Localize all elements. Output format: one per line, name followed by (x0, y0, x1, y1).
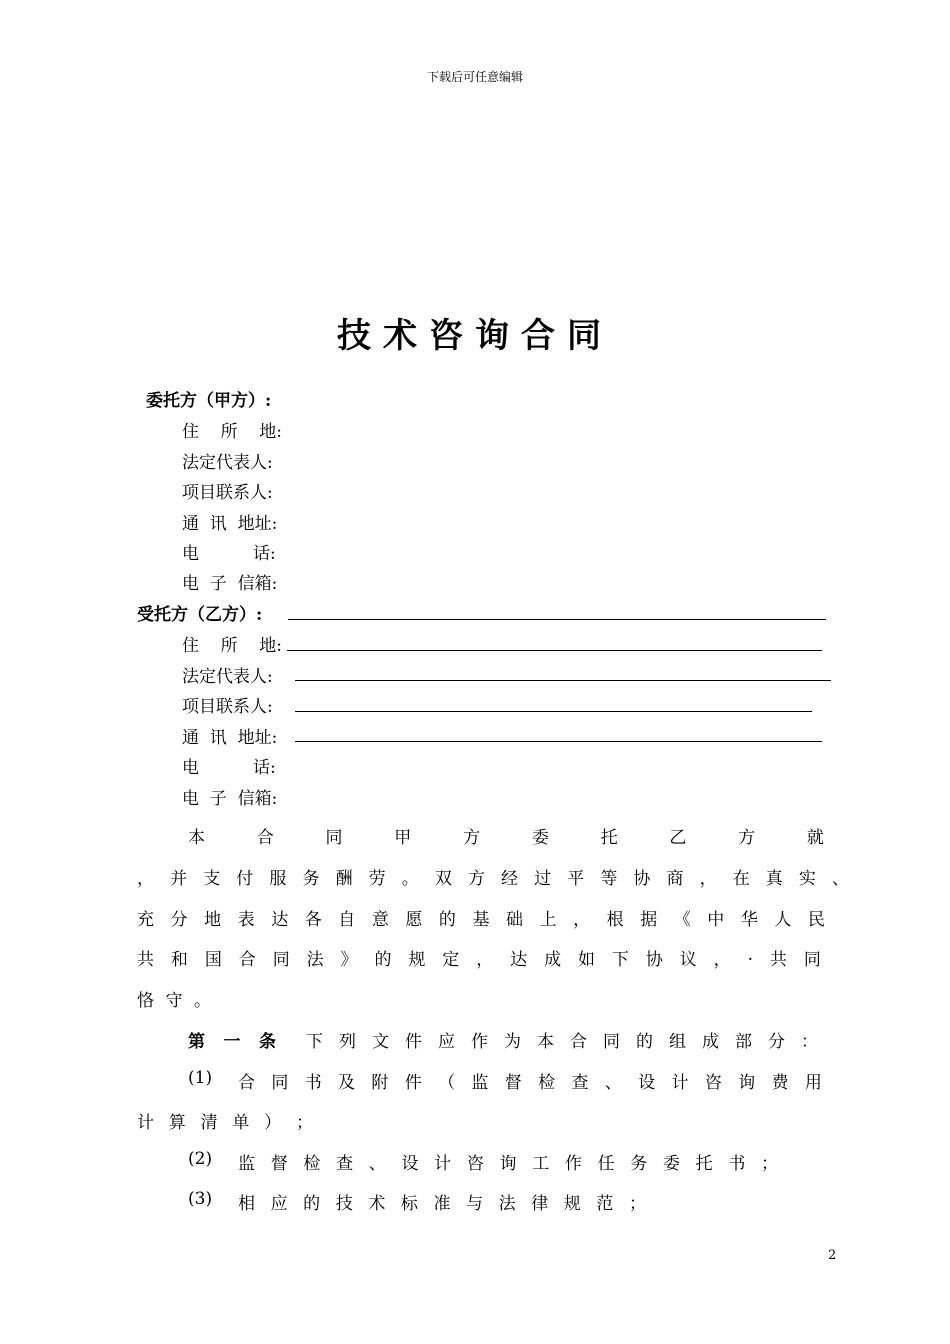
item-3-number: (3) (188, 1189, 213, 1209)
header-note: 下载后可任意编辑 (426, 70, 523, 84)
party-b-mail-address-underline (295, 741, 822, 742)
article-1-text: 下 列 文 件 应 作 为 本 合 同 的 组 成 部 分 ： (306, 1032, 818, 1052)
party-a-mail-address-label: 通 讯 地址: (182, 514, 278, 534)
party-a-contact-label: 项目联系人: (182, 483, 273, 503)
article-1-label: 第 一 条 (188, 1032, 276, 1052)
item-1-text: 合 同 书 及 附 件 （ 监 督 检 查 、 设 计 咨 询 费 用 (238, 1073, 822, 1093)
intro-line-2: ， 并 支 付 服 务 酬 劳 。 双 方 经 过 平 等 协 商 ， 在 真 实 、 (137, 869, 849, 889)
party-b-legal-rep-underline (295, 680, 831, 681)
party-a-legal-rep-label: 法定代表人: (182, 453, 273, 473)
party-b-name-underline (288, 619, 826, 620)
item-1-continuation: 计 算 清 单 ） ； (137, 1113, 313, 1133)
item-3-text: 相 应 的 技 术 标 准 与 法 律 规 范 ； (238, 1194, 646, 1214)
party-b-legal-rep-label: 法定代表人: (182, 667, 273, 687)
party-a-heading: 委托方（甲方）: (146, 391, 272, 411)
party-a-address-label: 住 所 地: (182, 422, 282, 442)
party-b-email-label: 电 子 信箱: (182, 789, 278, 809)
item-2-number: (2) (188, 1149, 213, 1169)
document-title: 技术咨询合同 (337, 316, 613, 356)
party-a-email-label: 电 子 信箱: (182, 574, 278, 594)
item-2-text: 监 督 检 查 、 设 计 咨 询 工 作 任 务 委 托 书 ； (238, 1154, 778, 1174)
intro-line-1: 本 合 同 甲 方 委 托 乙 方 就 (188, 828, 824, 848)
intro-line-5: 恪 守 。 (137, 991, 211, 1011)
intro-line-3: 充 分 地 表 达 各 自 意 愿 的 基 础 上 ， 根 据 《 中 华 人 民 (137, 910, 825, 930)
party-b-address-underline (287, 650, 822, 651)
party-b-contact-label: 项目联系人: (182, 697, 273, 717)
item-1-number: (1) (188, 1068, 213, 1088)
party-b-phone-label: 电 话: (182, 758, 276, 778)
party-a-phone-label: 电 话: (182, 544, 276, 564)
party-b-contact-underline (295, 711, 812, 712)
intro-line-4: 共 和 国 合 同 法 》 的 规 定 ， 达 成 如 下 协 议 ， . 共 同 (137, 945, 821, 970)
party-b-heading: 受托方（乙方）: (137, 605, 263, 625)
party-b-mail-address-label: 通 讯 地址: (182, 728, 278, 748)
party-b-address-label: 住 所 地: (182, 636, 282, 656)
page-number: 2 (828, 1248, 837, 1263)
